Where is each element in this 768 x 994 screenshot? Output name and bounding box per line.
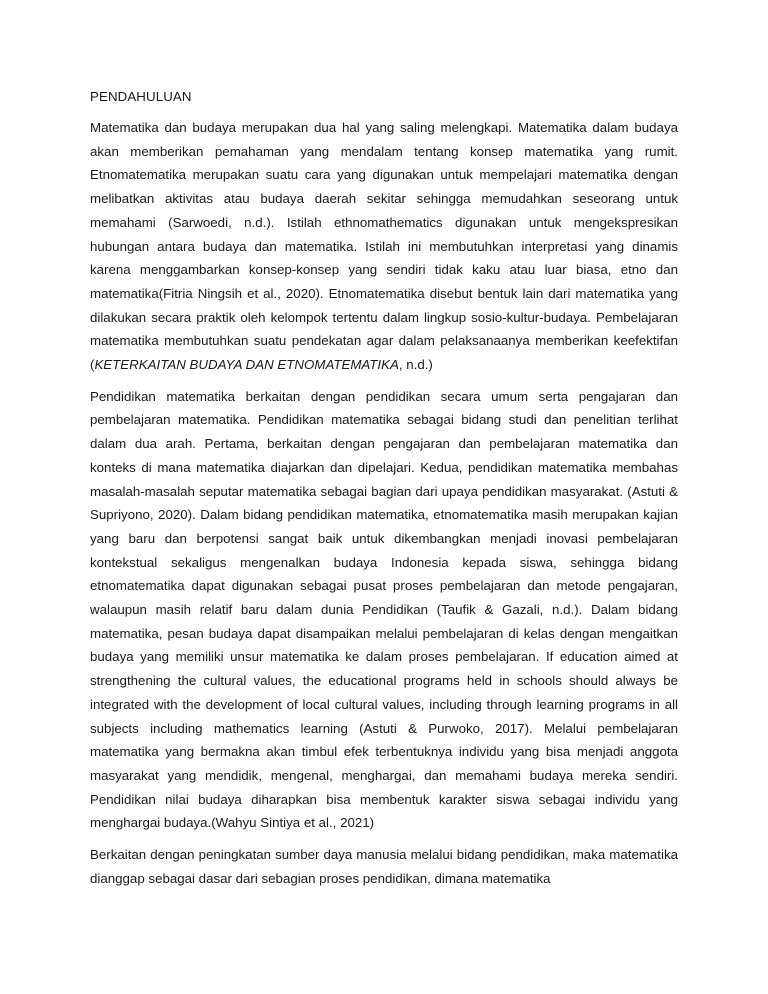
paragraph-1 [90, 116, 678, 377]
section-heading: PENDAHULUAN [90, 89, 192, 104]
paragraph-3: Berkaitan dengan peningkatan sumber daya manusia melalui bidang pendidikan, maka matematika dianggap sebagai dasar dari sebagian proses pendidikan, dimana matematika [90, 847, 678, 886]
paragraph-1-text: Matematika dan budaya merupakan dua hal yang saling melengkapi. Matematika dalam budaya akan memberikan pemahaman yang mendalam tentang konsep matematika yang rumit. Etnomatematika merupakan suatu cara yang digunakan untuk mempelajari matematika dengan melibatkan aktivitas atau budaya daerah sekitar sehingga memudahkan seseorang untuk memahami (Sarwoedi, n.d.). Istilah ethnomathematics digunakan untuk mengekspresikan hubungan antara budaya dan matematika. Istilah ini membutuhkan interpretasi yang dinamis karena menggambarkan konsep-konsep yang sendiri tidak kaku atau luar biasa, etno dan matematika(Fitria Ningsih et al., 2020). Etnomatematika disebut bentuk lain dari matematika yang dilakukan secara praktik oleh kelompok tertentu dalam lingkup sosio-kultur-budaya. Pembelajaran matematika membutuhkan suatu pendekatan agar dalam pelaksanaanya memberikan keefektifan ( [90, 120, 678, 373]
paragraph-1-italic-citation: KETERKAITAN BUDAYA DAN ETNOMATEMATIKA [94, 357, 399, 373]
paragraph-1-citation-end: , n.d.) [398, 357, 433, 373]
document-page [90, 86, 678, 899]
paragraph-2: Pendidikan matematika berkaitan dengan pendidikan secara umum serta pengajaran dan pembelajaran matematika. Pendidikan matematika sebagai bidang studi dan penelitian terlihat dalam dua arah. Pertama, berkaitan dengan pengajaran dan pembelajaran matematika dan konteks di mana matematika diajarkan dan dipelajari. Kedua, pendidikan matematika membahas masalah-masalah seputar matematika sebagai bagian dari upaya pendidikan masyarakat. (Astuti & Supriyono, 2020). Dalam bidang pendidikan matematika, etnomatematika masih merupakan kajian yang baru dan berpotensi sangat baik untuk dikembangkan menjadi inovasi pembelajaran kontekstual sekaligus mengenalkan budaya Indonesia kepada siswa, sehingga bidang etnomatematika dapat digunakan sebagai pusat proses pembelajaran dan metode pengajaran, walaupun masih relatif baru dalam dunia Pendidikan (Taufik & Gazali, n.d.). Dalam bidang matematika, pesan budaya dapat disampaikan melalui pembelajaran di kelas dengan mengaitkan budaya yang memiliki unsur matematika ke dalam proses pembelajaran. If education aimed at strengthening the cultural values, the educational programs held in schools should always be integrated with the development of local cultural values, including through learning programs in all subjects including mathematics learning (Astuti & Purwoko, 2017). Melalui pembelajaran matematika yang bermakna akan timbul efek terbentuknya individu yang bisa menjadi anggota masyarakat yang mendidik, mengenal, menghargai, dan memahami budaya mereka sendiri. Pendidikan nilai budaya diharapkan bisa membentuk karakter siswa sebagai individu yang menghargai budaya.(Wahyu Sintiya et al., 2021) [90, 388, 678, 831]
